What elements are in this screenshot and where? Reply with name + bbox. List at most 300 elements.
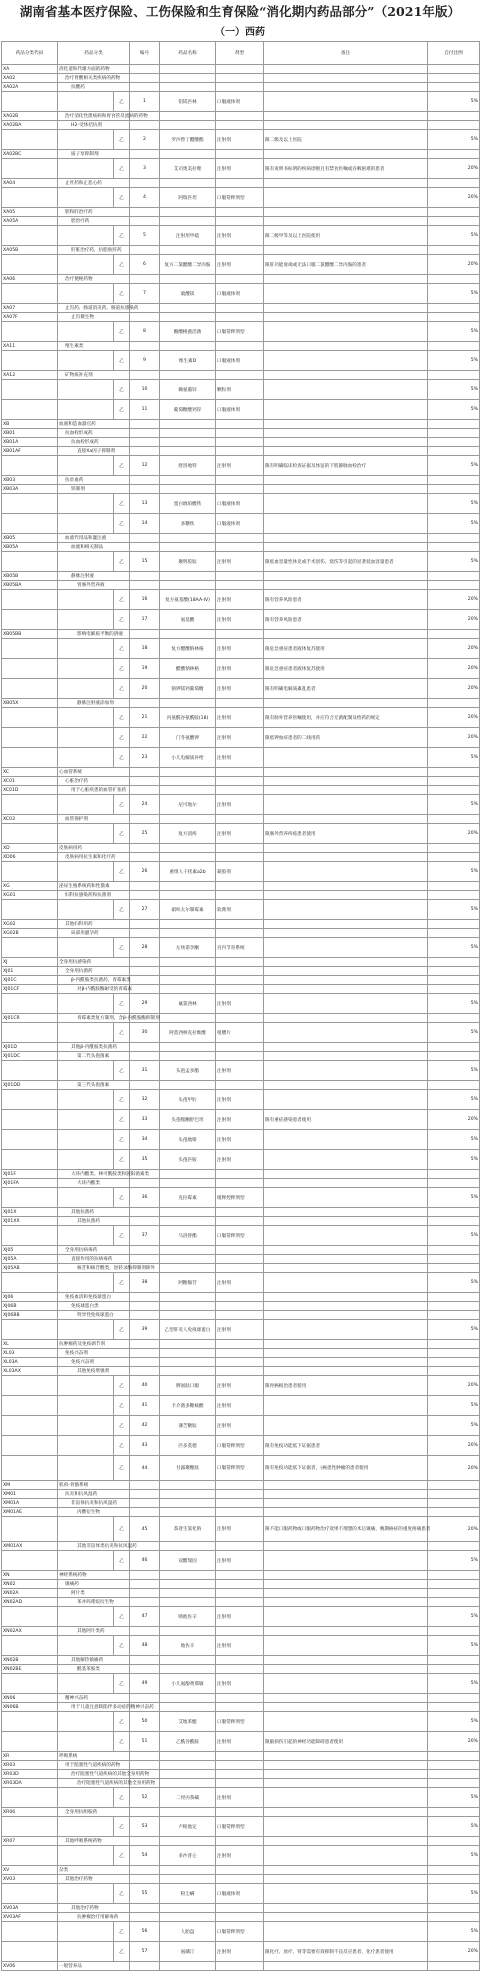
drug-name: 注射用甲硫 bbox=[160, 226, 216, 246]
category-code: XB05B bbox=[2, 572, 58, 581]
category-row bbox=[2, 985, 480, 994]
drug-class: 乙 bbox=[114, 1110, 130, 1130]
drug-number: 35 bbox=[130, 1150, 160, 1170]
drug-row bbox=[2, 1436, 480, 1456]
drug-name: 重组人干扰素a2b bbox=[160, 862, 216, 882]
empty-cell bbox=[264, 1542, 428, 1551]
empty-cell bbox=[130, 447, 160, 456]
empty-cell bbox=[264, 1043, 428, 1052]
dosage-form: 凝胶剂 bbox=[216, 862, 264, 882]
empty-cell bbox=[428, 1904, 480, 1913]
empty-cell bbox=[264, 1837, 428, 1846]
category-name: 一般营养品 bbox=[58, 1962, 130, 1971]
drug-row bbox=[2, 795, 480, 815]
empty-cell bbox=[216, 1508, 264, 1517]
empty-cell bbox=[130, 1217, 160, 1226]
category-row bbox=[2, 1866, 480, 1875]
drug-number: 36 bbox=[130, 1188, 160, 1208]
self-pay-ratio: 20% bbox=[428, 1376, 480, 1396]
dosage-form: 注射剂 bbox=[216, 1607, 264, 1627]
drug-cat-cell bbox=[58, 1416, 114, 1436]
category-code: XL03AX bbox=[2, 1367, 58, 1376]
drug-class: 乙 bbox=[114, 255, 130, 275]
remarks bbox=[264, 380, 428, 400]
category-name: 血管保护剂 bbox=[58, 815, 130, 824]
empty-cell bbox=[216, 342, 264, 351]
drug-name: 复方氨基酸(18AA-IV) bbox=[160, 590, 216, 610]
category-name: 免疫兴奋剂 bbox=[58, 1349, 130, 1358]
category-code: XC01 bbox=[2, 777, 58, 786]
category-name: β-内酰胺类抗菌药，青霉素类 bbox=[58, 976, 130, 985]
category-row bbox=[2, 429, 480, 438]
empty-cell bbox=[216, 1703, 264, 1712]
self-pay-ratio: 5% bbox=[428, 1320, 480, 1340]
empty-cell bbox=[264, 1665, 428, 1674]
drug-number: 17 bbox=[130, 610, 160, 630]
remarks bbox=[264, 1788, 428, 1808]
drug-number: 52 bbox=[130, 1788, 160, 1808]
dosage-form: 注射剂 bbox=[216, 639, 264, 659]
drug-code-cell bbox=[2, 1023, 58, 1043]
drug-code-cell bbox=[2, 728, 58, 748]
drug-table bbox=[1, 41, 480, 1971]
self-pay-ratio: 5% bbox=[428, 1023, 480, 1043]
drug-row bbox=[2, 708, 480, 728]
empty-cell bbox=[216, 985, 264, 994]
category-name: 对β-内酰胺酶耐受的青霉素 bbox=[58, 985, 130, 994]
category-code: XN02BE bbox=[2, 1665, 58, 1674]
empty-cell bbox=[264, 112, 428, 121]
empty-cell bbox=[428, 1598, 480, 1607]
self-pay-ratio: 5% bbox=[428, 284, 480, 304]
empty-cell bbox=[130, 967, 160, 976]
empty-cell bbox=[428, 438, 480, 447]
drug-cat-cell bbox=[58, 708, 114, 728]
self-pay-ratio: 20% bbox=[428, 159, 480, 179]
empty-cell bbox=[428, 786, 480, 795]
remarks bbox=[264, 1150, 428, 1170]
drug-cat-cell bbox=[58, 610, 114, 630]
drug-number: 6 bbox=[130, 255, 160, 275]
drug-class: 乙 bbox=[114, 159, 130, 179]
drug-name: 葡萄糖酸钙锌 bbox=[160, 400, 216, 420]
remarks bbox=[264, 1636, 428, 1656]
empty-cell bbox=[428, 1208, 480, 1217]
drug-code-cell bbox=[2, 795, 58, 815]
category-row bbox=[2, 275, 480, 284]
empty-cell bbox=[130, 958, 160, 967]
remarks bbox=[264, 1607, 428, 1627]
empty-cell bbox=[428, 1349, 480, 1358]
self-pay-ratio: 5% bbox=[428, 1551, 480, 1571]
drug-number: 31 bbox=[130, 1061, 160, 1081]
category-row bbox=[2, 74, 480, 83]
drug-cat-cell bbox=[58, 1188, 114, 1208]
empty-cell bbox=[216, 815, 264, 824]
drug-name: 双醋瑞因 bbox=[160, 1551, 216, 1571]
remarks: 限肝功能衰竭或无法口服二氯醋酸二异丙胺的患者 bbox=[264, 255, 428, 275]
empty-cell bbox=[264, 699, 428, 708]
dosage-form: 口服液体剂 bbox=[216, 1884, 264, 1904]
category-name: 其他抗菌药 bbox=[58, 1208, 130, 1217]
drug-row bbox=[2, 1884, 480, 1904]
category-code: XB05BA bbox=[2, 581, 58, 590]
empty-cell bbox=[130, 1837, 160, 1846]
empty-cell bbox=[160, 891, 216, 900]
empty-cell bbox=[216, 534, 264, 543]
drug-number: 3 bbox=[130, 159, 160, 179]
empty-cell bbox=[160, 920, 216, 929]
category-code: XN02AD bbox=[2, 1598, 58, 1607]
empty-cell bbox=[264, 121, 428, 130]
empty-cell bbox=[160, 1255, 216, 1264]
empty-cell bbox=[130, 1913, 160, 1922]
remarks bbox=[264, 1396, 428, 1416]
drug-code-cell bbox=[2, 1090, 58, 1110]
empty-cell bbox=[428, 1752, 480, 1761]
category-row bbox=[2, 1598, 480, 1607]
remarks bbox=[264, 188, 428, 208]
header-number: 编号 bbox=[130, 42, 160, 65]
drug-name: 喷他佐辛 bbox=[160, 1607, 216, 1627]
drug-row bbox=[2, 1732, 480, 1752]
category-name: 胃肠外营养液 bbox=[58, 581, 130, 590]
empty-cell bbox=[130, 699, 160, 708]
category-code: XJ05 bbox=[2, 1246, 58, 1255]
self-pay-ratio: 5% bbox=[428, 130, 480, 150]
empty-cell bbox=[130, 485, 160, 494]
category-name: 维生素类 bbox=[58, 342, 130, 351]
drug-row bbox=[2, 610, 480, 630]
drug-number: 45 bbox=[130, 1517, 160, 1542]
empty-cell bbox=[264, 1264, 428, 1273]
drug-name: 马洛替酯 bbox=[160, 1226, 216, 1246]
dosage-form: 注射剂 bbox=[216, 456, 264, 476]
empty-cell bbox=[264, 985, 428, 994]
empty-cell bbox=[130, 572, 160, 581]
category-name: 第三代头孢菌素 bbox=[58, 1081, 130, 1090]
remarks bbox=[264, 1551, 428, 1571]
empty-cell bbox=[130, 543, 160, 552]
empty-cell bbox=[160, 985, 216, 994]
empty-cell bbox=[160, 447, 216, 456]
category-code: XJ01 bbox=[2, 967, 58, 976]
drug-row bbox=[2, 1090, 480, 1110]
category-name: 大环内酯类、林可酰胺类和链阳菌素类 bbox=[58, 1170, 130, 1179]
category-row bbox=[2, 1014, 480, 1023]
drug-number: 29 bbox=[130, 994, 160, 1014]
drug-name: 匹多莫德 bbox=[160, 1436, 216, 1456]
drug-number: 10 bbox=[130, 380, 160, 400]
empty-cell bbox=[264, 429, 428, 438]
empty-cell bbox=[160, 1866, 216, 1875]
drug-code-cell bbox=[2, 824, 58, 844]
category-code: XJ01XX bbox=[2, 1217, 58, 1226]
empty-cell bbox=[428, 1542, 480, 1551]
empty-cell bbox=[130, 1665, 160, 1674]
drug-row bbox=[2, 862, 480, 882]
category-name: 其他阿片类药 bbox=[58, 1627, 130, 1636]
drug-cat-cell bbox=[58, 494, 114, 514]
empty-cell bbox=[130, 1481, 160, 1490]
dosage-form: 口服液体剂 bbox=[216, 351, 264, 371]
empty-cell bbox=[216, 1665, 264, 1674]
self-pay-ratio: 20% bbox=[428, 728, 480, 748]
drug-number: 28 bbox=[130, 938, 160, 958]
dosage-form: 口服常释剂型 bbox=[216, 1436, 264, 1456]
dosage-form: 注射剂 bbox=[216, 1130, 264, 1150]
drug-cat-cell bbox=[58, 1376, 114, 1396]
category-code: XB03A bbox=[2, 485, 58, 494]
self-pay-ratio: 5% bbox=[428, 92, 480, 112]
self-pay-ratio: 5% bbox=[428, 994, 480, 1014]
empty-cell bbox=[160, 179, 216, 188]
empty-cell bbox=[264, 420, 428, 429]
empty-cell bbox=[428, 1837, 480, 1846]
drug-cat-cell bbox=[58, 1226, 114, 1246]
drug-class: 乙 bbox=[114, 226, 130, 246]
dosage-form: 注射剂 bbox=[216, 130, 264, 150]
drug-row bbox=[2, 1150, 480, 1170]
empty-cell bbox=[160, 342, 216, 351]
drug-cat-cell bbox=[58, 1273, 114, 1293]
remarks bbox=[264, 400, 428, 420]
remarks bbox=[264, 1061, 428, 1081]
empty-cell bbox=[130, 1508, 160, 1517]
category-code: XA05B bbox=[2, 246, 58, 255]
empty-cell bbox=[160, 1837, 216, 1846]
remarks bbox=[264, 284, 428, 304]
remarks: 限有明确电解质紊乱患者 bbox=[264, 679, 428, 699]
drug-class: 乙 bbox=[114, 380, 130, 400]
empty-cell bbox=[160, 1208, 216, 1217]
self-pay-ratio: 20% bbox=[428, 1942, 480, 1962]
dosage-form: 注射剂 bbox=[216, 1273, 264, 1293]
empty-cell bbox=[216, 777, 264, 786]
remarks: 限有明确临床检查证据及体征的下肢静脉血栓治疗 bbox=[264, 456, 428, 476]
category-row bbox=[2, 1302, 480, 1311]
remarks: 限有重症感染患者使用 bbox=[264, 1110, 428, 1130]
drug-cat-cell bbox=[58, 400, 114, 420]
dosage-form: 注射剂 bbox=[216, 1061, 264, 1081]
remarks bbox=[264, 1674, 428, 1694]
category-name: 全身用抗组胺药 bbox=[58, 1808, 130, 1817]
drug-class: 乙 bbox=[114, 400, 130, 420]
drug-class: 乙 bbox=[114, 1636, 130, 1656]
remarks: 限脑损伤引起的神经功能障碍患者使用 bbox=[264, 1732, 428, 1752]
empty-cell bbox=[264, 1052, 428, 1061]
drug-name: 复方二氯醋酸二异丙胺 bbox=[160, 255, 216, 275]
category-row bbox=[2, 1904, 480, 1913]
empty-cell bbox=[160, 313, 216, 322]
remarks bbox=[264, 1416, 428, 1436]
empty-cell bbox=[160, 1752, 216, 1761]
empty-cell bbox=[130, 1589, 160, 1598]
remarks: 限有营养风险患者 bbox=[264, 610, 428, 630]
category-name: 全身用抗病毒药 bbox=[58, 1246, 130, 1255]
empty-cell bbox=[160, 1904, 216, 1913]
category-row bbox=[2, 1340, 480, 1349]
remarks: 限危急重症患者液体复苏使用 bbox=[264, 639, 428, 659]
empty-cell bbox=[264, 1627, 428, 1636]
empty-cell bbox=[264, 1962, 428, 1971]
empty-cell bbox=[216, 1179, 264, 1188]
drug-class: 乙 bbox=[114, 728, 130, 748]
empty-cell bbox=[130, 438, 160, 447]
category-name: 肝脏治疗药，抗脂肪肝药 bbox=[58, 246, 130, 255]
category-code: XA11 bbox=[2, 342, 58, 351]
category-row bbox=[2, 1779, 480, 1788]
drug-row bbox=[2, 1273, 480, 1293]
dosage-form: 口服常释剂型 bbox=[216, 1456, 264, 1481]
category-row bbox=[2, 815, 480, 824]
empty-cell bbox=[264, 581, 428, 590]
remarks bbox=[264, 795, 428, 815]
remarks: 限有肠外营养医嘱使用，并应符合无菌配制及给药的规定 bbox=[264, 708, 428, 728]
empty-cell bbox=[216, 1694, 264, 1703]
drug-name: 硫酸镁 bbox=[160, 284, 216, 304]
remarks: 限有免疫功能低下证据者，《癌患性肿瘤的患者使用 bbox=[264, 1456, 428, 1481]
drug-row bbox=[2, 159, 480, 179]
dosage-form: 注射剂 bbox=[216, 748, 264, 768]
drug-row bbox=[2, 380, 480, 400]
empty-cell bbox=[264, 1571, 428, 1580]
empty-cell bbox=[130, 1761, 160, 1770]
drug-cat-cell bbox=[58, 1884, 114, 1904]
category-row bbox=[2, 1837, 480, 1846]
empty-cell bbox=[160, 777, 216, 786]
category-code: XG bbox=[2, 882, 58, 891]
drug-code-cell bbox=[2, 1517, 58, 1542]
empty-cell bbox=[428, 1490, 480, 1499]
category-row bbox=[2, 112, 480, 121]
empty-cell bbox=[160, 371, 216, 380]
empty-cell bbox=[264, 1752, 428, 1761]
category-code: XL bbox=[2, 1340, 58, 1349]
empty-cell bbox=[130, 83, 160, 92]
empty-cell bbox=[264, 1246, 428, 1255]
drug-code-cell bbox=[2, 1110, 58, 1130]
drug-cat-cell bbox=[58, 1090, 114, 1110]
drug-cat-cell bbox=[58, 552, 114, 572]
drug-name: 脾氨肽口服 bbox=[160, 1376, 216, 1396]
drug-row bbox=[2, 351, 480, 371]
empty-cell bbox=[428, 1703, 480, 1712]
category-name: 阿片类 bbox=[58, 1589, 130, 1598]
empty-cell bbox=[130, 815, 160, 824]
category-name: 治疗胃酸相关类疾病的药物 bbox=[58, 74, 130, 83]
empty-cell bbox=[160, 976, 216, 985]
category-name: 皮肤病用药 bbox=[58, 844, 130, 853]
self-pay-ratio: 5% bbox=[428, 1396, 480, 1416]
category-row bbox=[2, 217, 480, 226]
category-name: 血液代用品和灌注液 bbox=[58, 534, 130, 543]
category-code: XN02A bbox=[2, 1589, 58, 1598]
category-row bbox=[2, 1703, 480, 1712]
empty-cell bbox=[264, 1694, 428, 1703]
empty-cell bbox=[216, 150, 264, 159]
category-name: 全身用抗菌药 bbox=[58, 967, 130, 976]
category-code: XV03 bbox=[2, 1875, 58, 1884]
drug-cat-cell bbox=[58, 659, 114, 679]
empty-cell bbox=[160, 1490, 216, 1499]
empty-cell bbox=[160, 1703, 216, 1712]
category-code: XL03 bbox=[2, 1349, 58, 1358]
drug-name: 头孢地嗪 bbox=[160, 1130, 216, 1150]
category-name: 抗血栓形成药 bbox=[58, 429, 130, 438]
empty-cell bbox=[264, 1703, 428, 1712]
empty-cell bbox=[264, 1208, 428, 1217]
dosage-form: 注射剂 bbox=[216, 1674, 264, 1694]
category-row bbox=[2, 1508, 480, 1517]
category-code: XB05A bbox=[2, 543, 58, 552]
category-name: 呼吸系统 bbox=[58, 1752, 130, 1761]
drug-cat-cell bbox=[58, 1150, 114, 1170]
remarks: 限低钾血症患者的二线用药 bbox=[264, 728, 428, 748]
category-code: XA02BC bbox=[2, 150, 58, 159]
drug-class: 乙 bbox=[114, 188, 130, 208]
empty-cell bbox=[264, 83, 428, 92]
drug-name: 酪酸梭菌活菌 bbox=[160, 322, 216, 342]
empty-cell bbox=[160, 1580, 216, 1589]
empty-cell bbox=[264, 853, 428, 862]
dosage-form: 口服常释剂型 bbox=[216, 188, 264, 208]
empty-cell bbox=[160, 853, 216, 862]
empty-cell bbox=[130, 179, 160, 188]
empty-cell bbox=[130, 1656, 160, 1665]
category-row bbox=[2, 976, 480, 985]
empty-cell bbox=[216, 1217, 264, 1226]
drug-number: 15 bbox=[130, 552, 160, 572]
self-pay-ratio: 5% bbox=[428, 1884, 480, 1904]
empty-cell bbox=[216, 976, 264, 985]
empty-cell bbox=[264, 476, 428, 485]
category-row bbox=[2, 1665, 480, 1674]
drug-code-cell bbox=[2, 552, 58, 572]
drug-class: 乙 bbox=[114, 1396, 130, 1416]
section-subtitle: （一）西药 bbox=[215, 27, 265, 38]
remarks bbox=[264, 1188, 428, 1208]
category-name: 其他治疗药物 bbox=[58, 1875, 130, 1884]
category-code: XA02BA bbox=[2, 121, 58, 130]
empty-cell bbox=[216, 1571, 264, 1580]
empty-cell bbox=[216, 1752, 264, 1761]
empty-cell bbox=[160, 150, 216, 159]
dosage-form: 口服液体剂 bbox=[216, 400, 264, 420]
drug-code-cell bbox=[2, 494, 58, 514]
category-code: XA06 bbox=[2, 275, 58, 284]
drug-number: 20 bbox=[130, 679, 160, 699]
empty-cell bbox=[264, 1656, 428, 1665]
empty-cell bbox=[130, 1246, 160, 1255]
dosage-form: 注射剂 bbox=[216, 1396, 264, 1416]
empty-cell bbox=[216, 1302, 264, 1311]
remarks bbox=[264, 1320, 428, 1340]
drug-cat-cell bbox=[58, 514, 114, 534]
empty-cell bbox=[216, 543, 264, 552]
drug-name: 艾司奥美拉唑 bbox=[160, 159, 216, 179]
category-row bbox=[2, 65, 480, 74]
drug-cat-cell bbox=[58, 1320, 114, 1340]
category-name: 大环内酯类 bbox=[58, 1179, 130, 1188]
category-name: 矿物质补充剂 bbox=[58, 371, 130, 380]
drug-number: 46 bbox=[130, 1551, 160, 1571]
empty-cell bbox=[130, 217, 160, 226]
drug-cat-cell bbox=[58, 1607, 114, 1627]
dosage-form: 注射剂 bbox=[216, 728, 264, 748]
drug-code-cell bbox=[2, 639, 58, 659]
dosage-form: 咀嚼片 bbox=[216, 1023, 264, 1043]
